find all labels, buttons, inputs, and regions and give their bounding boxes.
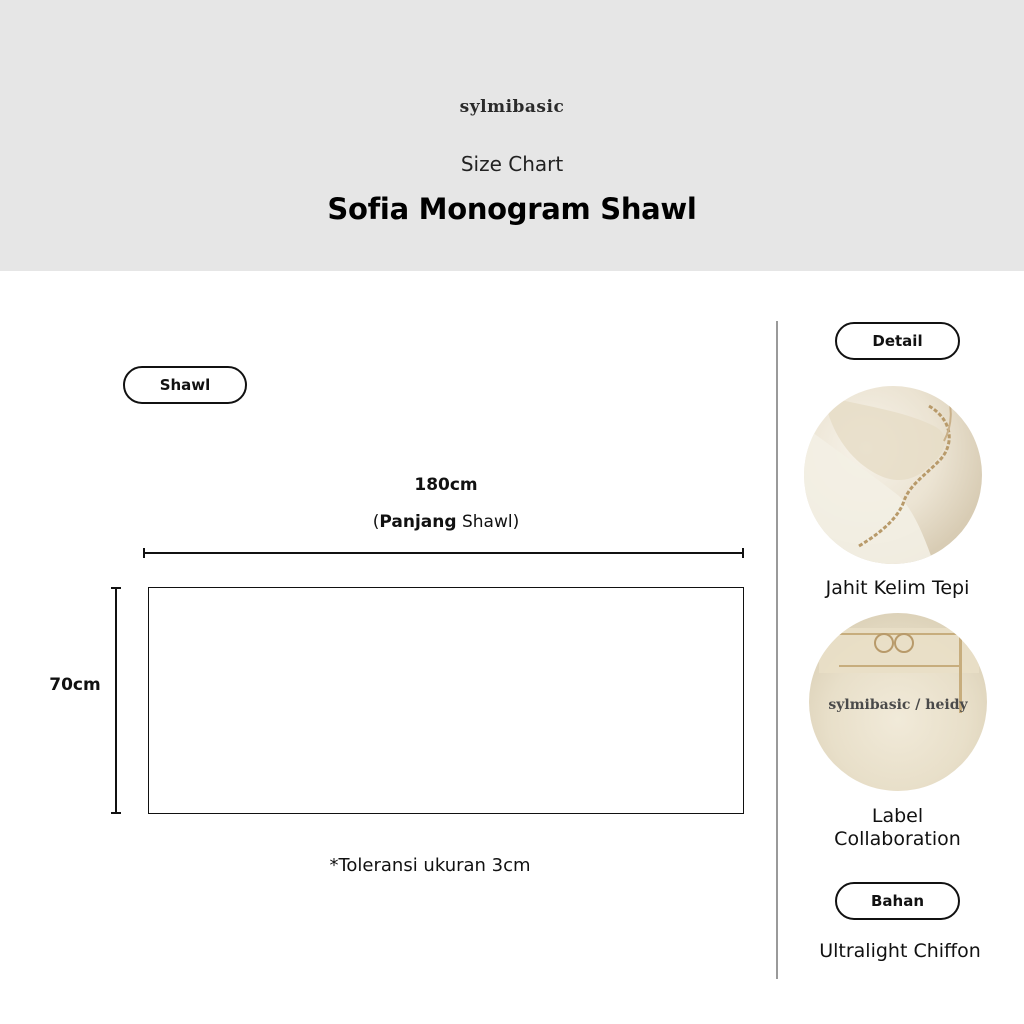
collab-label-caption (800, 805, 995, 851)
shawl-outline (148, 587, 744, 814)
collab-label-illustration (809, 613, 987, 791)
hem-stitch-illustration (804, 386, 982, 564)
height-dimension-line (115, 587, 117, 814)
collab-caption-line1: Label (871, 805, 924, 827)
section-badge-material: Bahan (835, 882, 960, 920)
collab-label-text: sylmibasic / heidy (828, 697, 968, 713)
brand-logo: sylmibasic (459, 97, 565, 117)
hem-stitch-photo (804, 386, 982, 564)
width-desc-bold: Panjang (379, 512, 457, 532)
tolerance-note: *Toleransi ukuran 3cm (329, 855, 531, 876)
section-badge-shawl: Shawl (123, 366, 247, 404)
vertical-divider (776, 321, 778, 979)
hem-stitch-caption: Jahit Kelim Tepi (825, 577, 970, 599)
collab-caption-line2: Collaboration (834, 828, 961, 850)
width-description: (Panjang Shawl) (372, 512, 520, 532)
page-title: Sofia Monogram Shawl (327, 192, 697, 226)
width-desc-rest: Shawl (461, 512, 513, 532)
header-banner (0, 0, 1024, 271)
width-measurement: 180cm (414, 475, 478, 495)
page-subtitle: Size Chart (460, 152, 564, 176)
collab-label-photo (809, 613, 987, 791)
width-dimension-line (143, 552, 744, 554)
material-value: Ultralight Chiffon (819, 940, 981, 962)
section-badge-detail: Detail (835, 322, 960, 360)
height-measurement: 70cm (49, 675, 101, 695)
